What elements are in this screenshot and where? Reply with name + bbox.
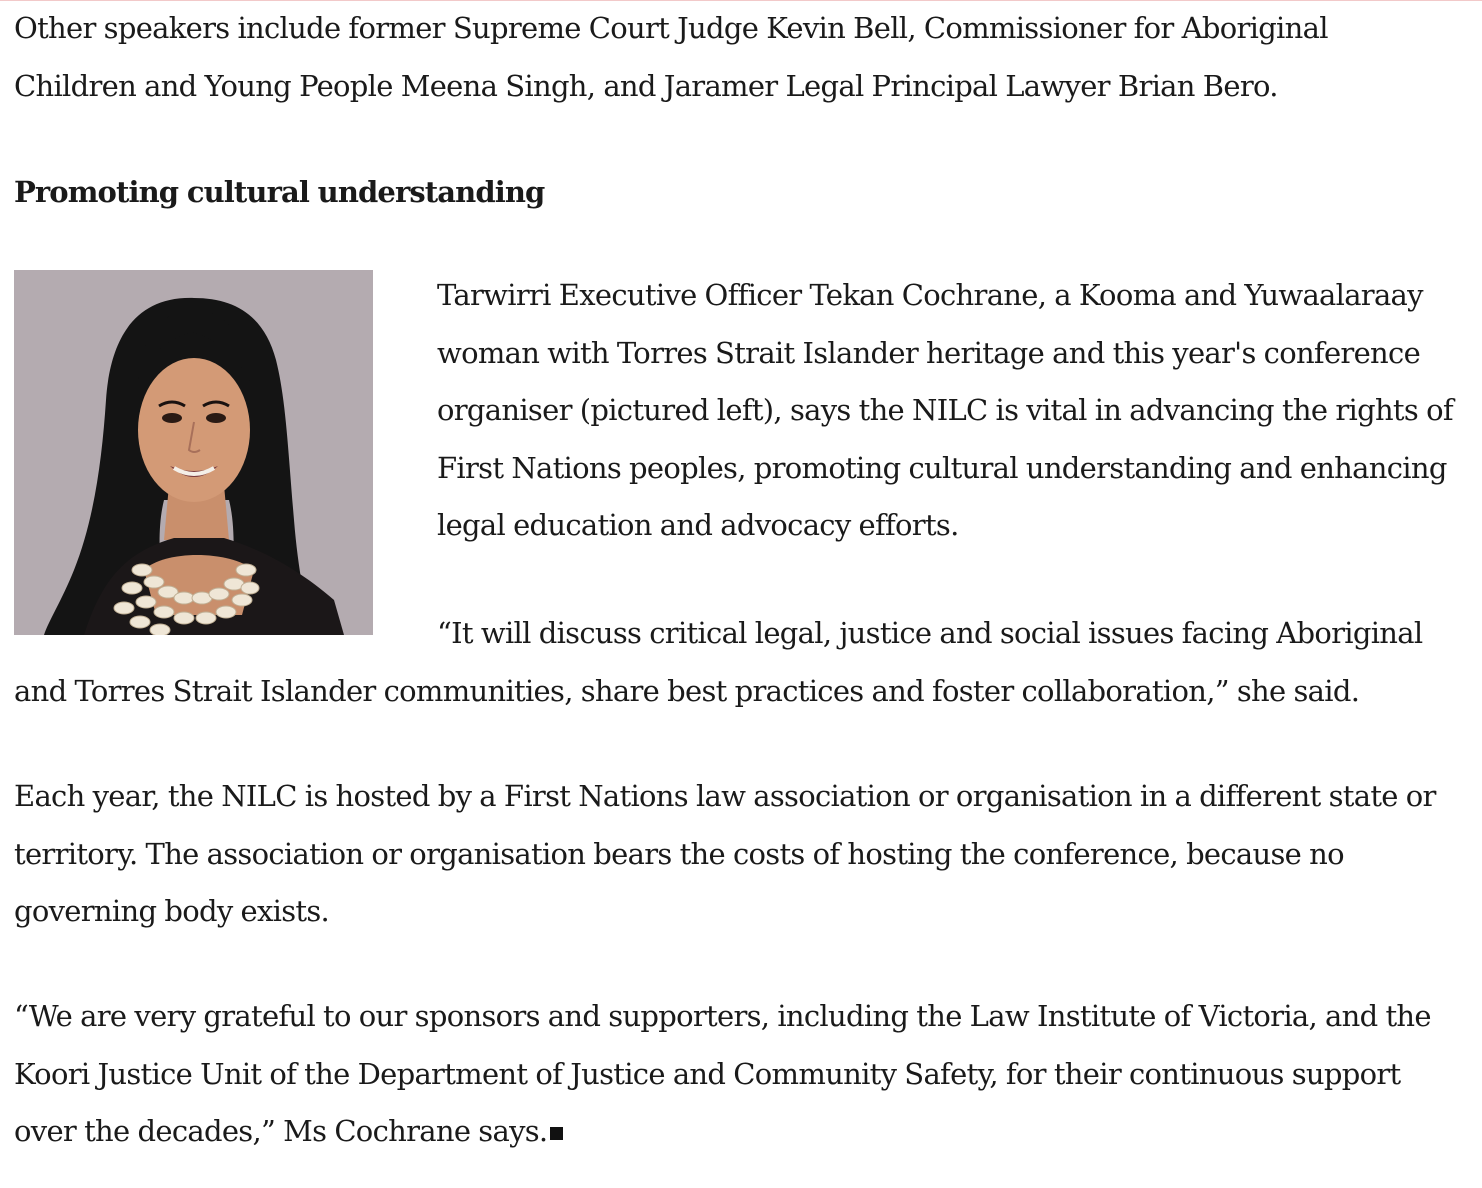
paragraph-sponsors xyxy=(14,988,1454,1161)
paragraph-sponsors-text: “We are very grateful to our sponsors and supporters, including the Law Institute of Victoria, and the Koori Justice Unit of the Department of Justice and Community Safety, for their continuous support over the decades,” Ms Cochrane says. xyxy=(14,999,1431,1149)
paragraph-quote-issues: “It will discuss critical legal, justice and social issues facing Aboriginal and Torres Strait Islander communities, share best practices and foster collaboration,” she said. xyxy=(14,615,1423,708)
paragraph-hosting: Each year, the NILC is hosted by a First Nations law association or organisation in a different state or territory. The association or organisation bears the costs of hosting the conference, because no governing body exists. xyxy=(14,779,1436,929)
paragraph-speakers: Other speakers include former Supreme Court Judge Kevin Bell, Commissioner for Aboriginal Children and Young People Meena Singh, and Jaramer Legal Principal Lawyer Brian Bero. xyxy=(14,11,1328,103)
portrait-photo xyxy=(14,270,373,635)
section-heading: Promoting cultural understanding xyxy=(14,175,545,209)
paragraph-cochrane-intro: Tarwirri Executive Officer Tekan Cochrane, a Kooma and Yuwaalaraay woman with Torres Strait Islander heritage and this year's conference organiser (pictured left), says the NILC is vital in advancing the rights of First Nations peoples, promoting cultural understanding and enhancing legal education and advocacy efforts. xyxy=(437,278,1453,543)
end-of-article-mark xyxy=(550,1127,563,1140)
profile-section xyxy=(14,270,1454,720)
